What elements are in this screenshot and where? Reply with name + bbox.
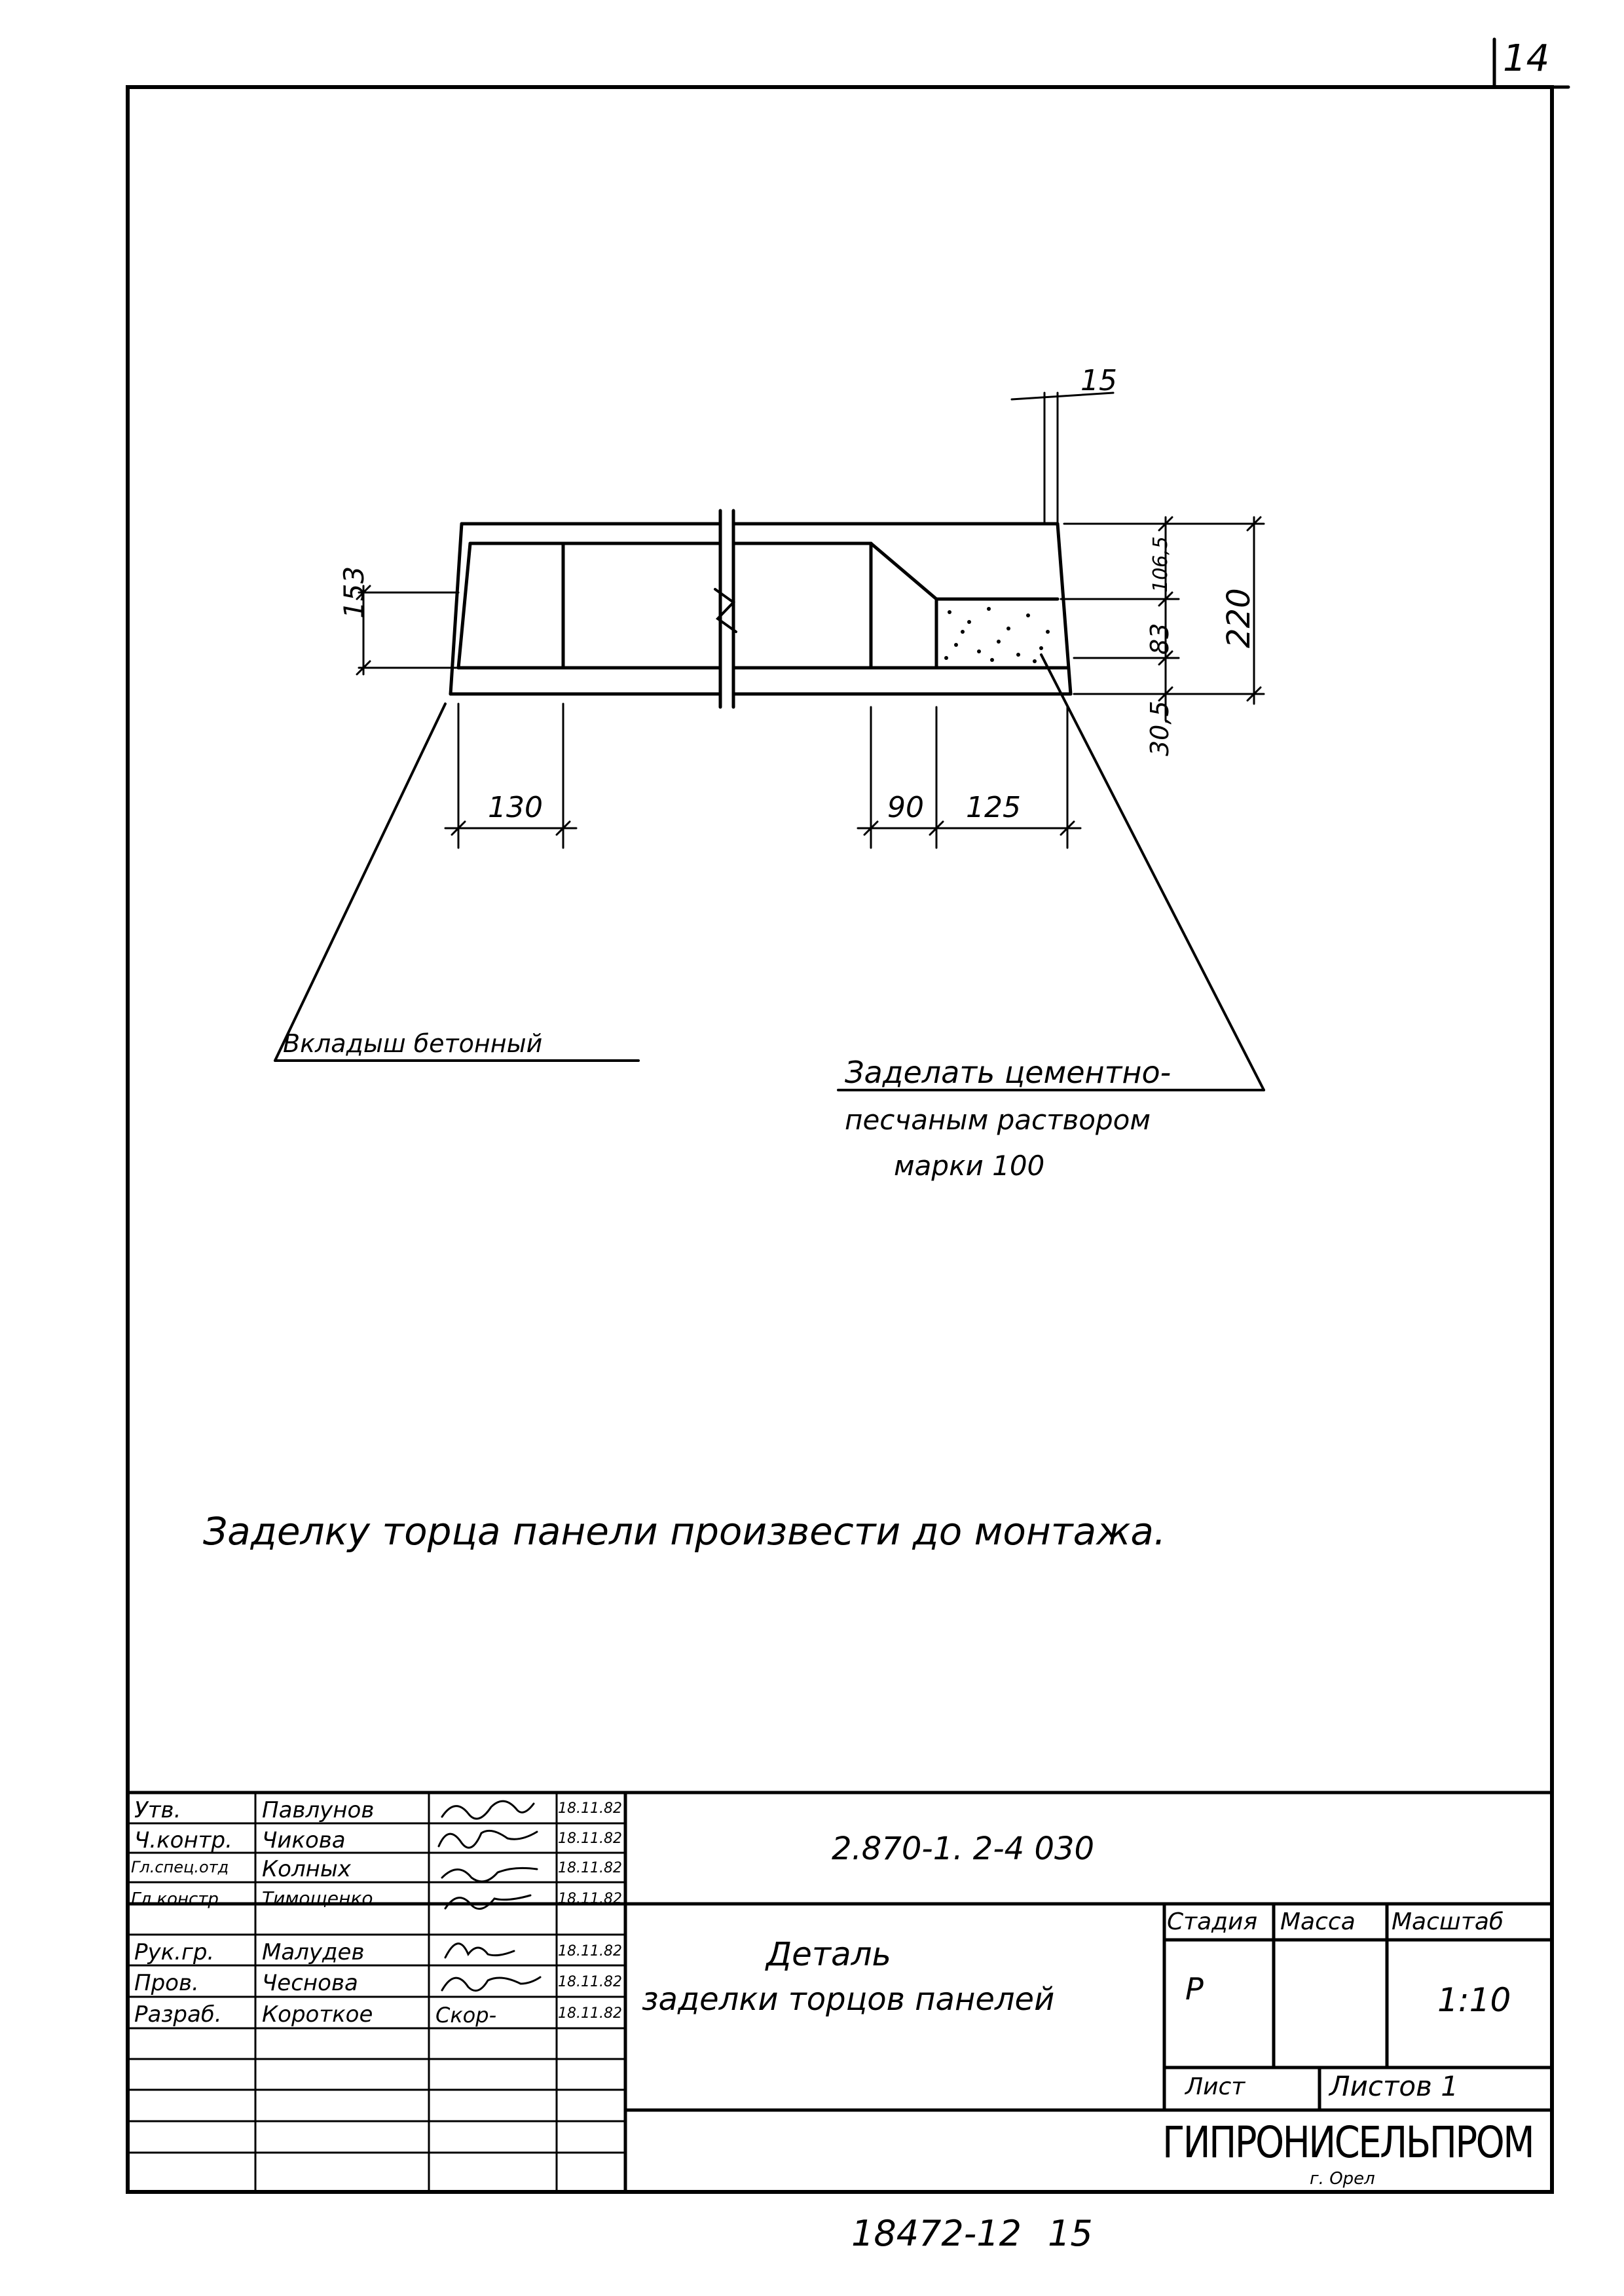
tb-date-3: 18.11.82 xyxy=(558,1860,622,1876)
tb-date-1: 18.11.82 xyxy=(558,1800,622,1817)
tb-name-3: Колных xyxy=(262,1856,351,1882)
tb-name-1: Павлунов xyxy=(262,1797,375,1823)
drawing-title-line1: Деталь xyxy=(766,1935,892,1973)
dim-90: 90 xyxy=(887,791,924,824)
panel-section xyxy=(451,511,1071,707)
drawing-title-line2: заделки торцов панелей xyxy=(642,1981,1055,2018)
tb-role-7: Разраб. xyxy=(134,2001,222,2028)
dim-106-5: 106,5 xyxy=(1149,536,1172,592)
dim-125: 125 xyxy=(966,791,1021,824)
tb-date-2: 18.11.82 xyxy=(558,1831,622,1847)
tb-name-5: Малудев xyxy=(262,1939,365,1965)
tb-date-5: 18.11.82 xyxy=(558,1943,622,1959)
scale-value: 1:10 xyxy=(1437,1981,1511,2019)
dim-83: 83 xyxy=(1145,623,1174,655)
scale-header: Масштаб xyxy=(1392,1908,1504,1935)
tb-role-2: Ч.контр. xyxy=(134,1827,232,1853)
page-number: 14 xyxy=(1503,37,1550,80)
tb-name-2: Чикова xyxy=(262,1827,346,1853)
tb-date-7: 18.11.82 xyxy=(558,2005,622,2022)
tb-role-4: Гл.констр. xyxy=(131,1889,225,1909)
tb-date-4: 18.11.82 xyxy=(558,1891,622,1907)
tb-name-4: Тимощенко xyxy=(262,1887,373,1909)
tb-signature-7: Скор- xyxy=(435,2003,497,2028)
footer-number: 18472-12 xyxy=(851,2213,1022,2254)
signature-scribbles xyxy=(439,1801,540,1991)
tb-role-5: Рук.гр. xyxy=(134,1939,215,1965)
callout-mortar-line1: Заделать цементно- xyxy=(845,1055,1172,1090)
tb-name-6: Чеснова xyxy=(262,1970,358,1996)
document-code: 2.870-1. 2-4 030 xyxy=(832,1831,1095,1867)
general-note: Заделку торца панели произвести до монтажа. xyxy=(203,1509,1166,1554)
dim-30-5: 30,5 xyxy=(1145,701,1174,756)
tb-role-6: Пров. xyxy=(134,1970,199,1996)
dim-153: 153 xyxy=(338,566,370,619)
footer-page: 15 xyxy=(1048,2213,1093,2254)
tb-date-6: 18.11.82 xyxy=(558,1974,622,1990)
organization-city: г. Орел xyxy=(1310,2169,1375,2189)
dim-130: 130 xyxy=(488,791,543,824)
callout-concrete-insert: Вкладыш бетонный xyxy=(283,1029,543,1058)
dim-15: 15 xyxy=(1080,364,1117,397)
stage-header: Стадия xyxy=(1167,1908,1258,1935)
tb-role-3: Гл.спец.отд xyxy=(131,1858,229,1876)
sheet-label: Лист xyxy=(1185,2073,1246,2100)
tb-role-1: Утв. xyxy=(134,1797,181,1823)
stage-value: Р xyxy=(1185,1971,1204,2007)
dim-220: 220 xyxy=(1221,588,1257,648)
mortar-hatch xyxy=(944,607,1050,663)
callout-mortar-line2: песчаным раствором xyxy=(845,1104,1151,1136)
callout-mortar-line3: марки 100 xyxy=(894,1150,1045,1182)
mass-header: Масса xyxy=(1280,1908,1356,1935)
organization-name: ГИПРОНИСЕЛЬПРОМ xyxy=(1162,2117,1534,2168)
tb-name-7: Короткое xyxy=(262,2001,373,2028)
sheets-label: Листов 1 xyxy=(1329,2070,1458,2102)
